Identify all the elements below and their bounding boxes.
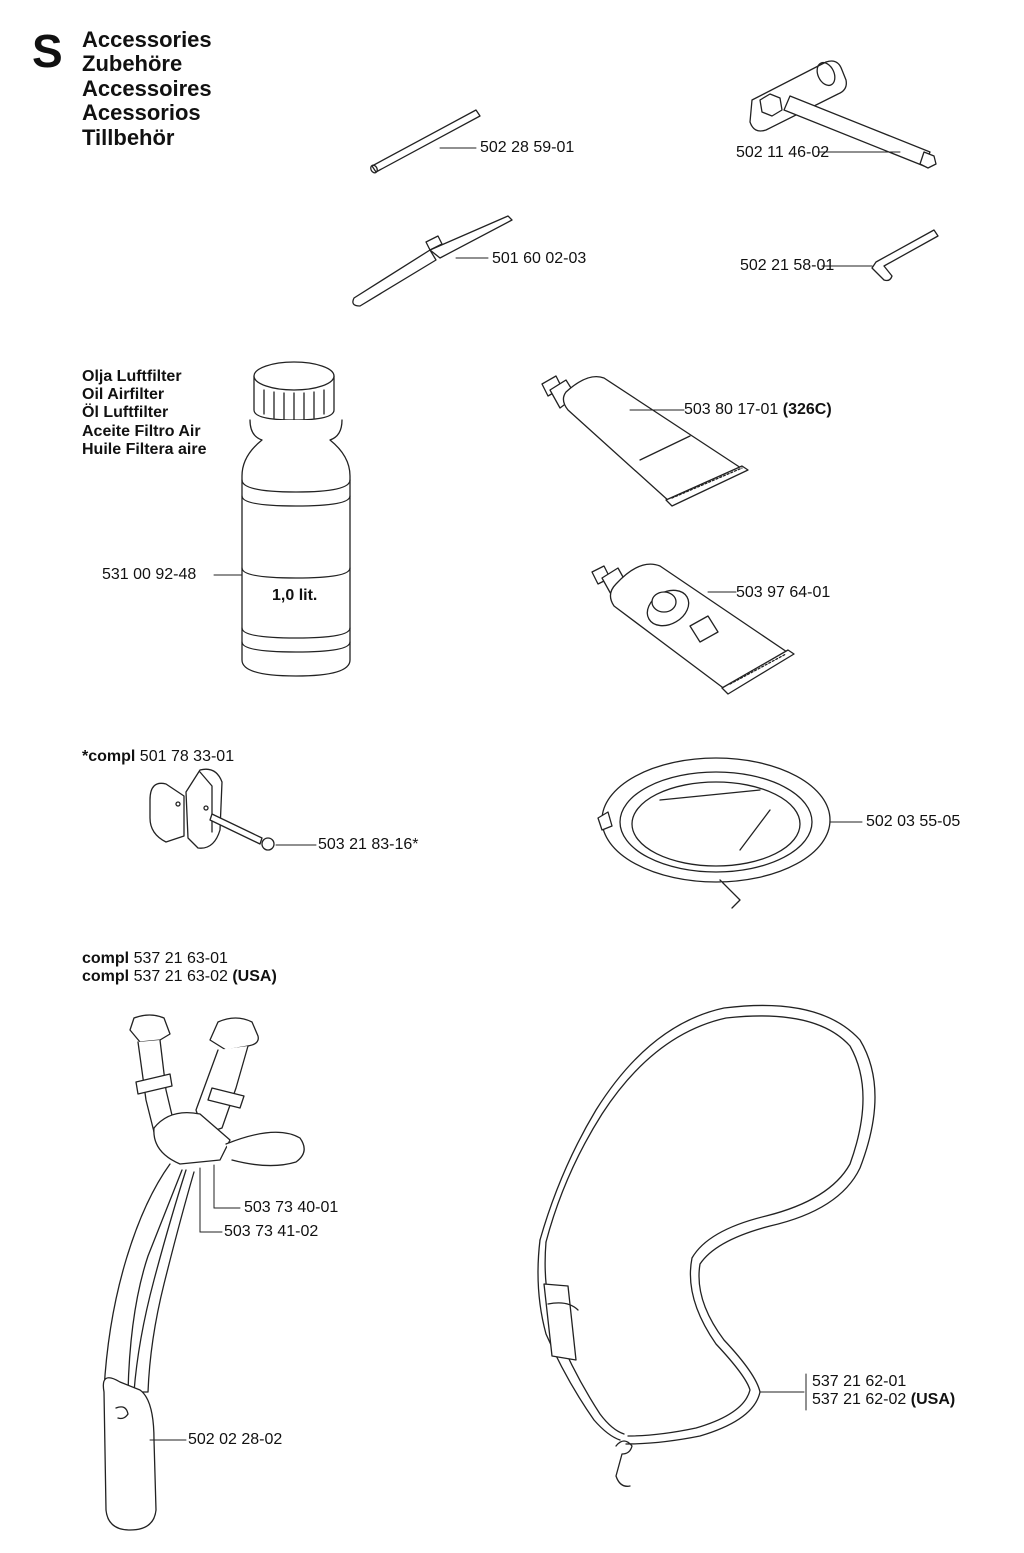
oil-label-en: Oil Airfilter [82, 386, 165, 404]
part-hip-pad: 502 02 28-02 [188, 1431, 283, 1448]
part-tbar-wrench: 502 11 46-02 [736, 144, 830, 161]
harness-compl-number-2: 537 21 63-02 [133, 968, 228, 985]
oil-label-es: Aceite Filtro Air [82, 422, 201, 440]
part-harness-compl-2 [82, 968, 277, 986]
part-grease-tube-2: 503 97 64-01 [736, 584, 831, 601]
grease-tube-drawing [542, 376, 748, 506]
harness-drawing [103, 1015, 304, 1530]
part-clamp-compl [82, 748, 234, 766]
title-en: Accessories [82, 27, 212, 52]
harness-compl-number-1: 537 21 63-01 [133, 950, 228, 967]
title-sv: Tillbehör [82, 124, 175, 150]
clamp-compl-prefix: *compl [82, 748, 136, 765]
title-de: Zubehöre [82, 51, 183, 77]
part-grease-tube-note: (326C) [782, 401, 832, 418]
oil-airfilter-label [82, 368, 207, 459]
part-file-handle: 501 60 02-03 [492, 250, 587, 267]
part-guard-ring: 502 03 55-05 [866, 813, 961, 830]
part-harness-compl-1 [82, 950, 228, 968]
oil-bottle-volume: 1,0 lit. [272, 587, 318, 604]
oil-label-de: Öl Luftfilter [82, 404, 169, 422]
part-clamp-screw: 503 21 83-16* [318, 836, 419, 853]
shoulder-strap-drawing [538, 1005, 875, 1486]
part-strap-1: 537 21 62-01 [812, 1373, 907, 1390]
harness-compl-prefix-1: compl [82, 950, 130, 967]
strap-2-note: (USA) [910, 1391, 956, 1408]
harness-compl-prefix-2: compl [82, 968, 130, 985]
guard-ring-drawing [598, 758, 862, 908]
oil-bottle-drawing [214, 362, 350, 676]
title-es: Acessorios [82, 100, 201, 126]
part-grease-tube-number: 503 80 17-01 [684, 401, 779, 418]
hex-key-drawing [822, 230, 938, 281]
part-grease-tube [684, 401, 832, 419]
harness-compl-note: (USA) [232, 968, 277, 985]
part-strap-2 [812, 1391, 955, 1409]
part-harness-a: 503 73 40-01 [244, 1199, 339, 1216]
title-fr: Accessoires [82, 75, 212, 101]
strap-2-number: 537 21 62-02 [812, 1391, 907, 1408]
part-hex-key: 502 21 58-01 [740, 257, 835, 274]
clamp-compl-number: 501 78 33-01 [139, 748, 235, 765]
part-rod: 502 28 59-01 [480, 139, 575, 156]
oil-label-fr: Huile Filtera aire [82, 440, 207, 458]
oil-label-sv: Olja Luftfilter [82, 368, 182, 385]
section-letter: S [32, 25, 63, 77]
part-oil-bottle: 531 00 92-48 [102, 566, 197, 583]
part-harness-b: 503 73 41-02 [224, 1223, 319, 1240]
clamp-drawing [150, 769, 316, 850]
rod-drawing [369, 110, 480, 174]
file-handle-drawing [353, 216, 512, 306]
